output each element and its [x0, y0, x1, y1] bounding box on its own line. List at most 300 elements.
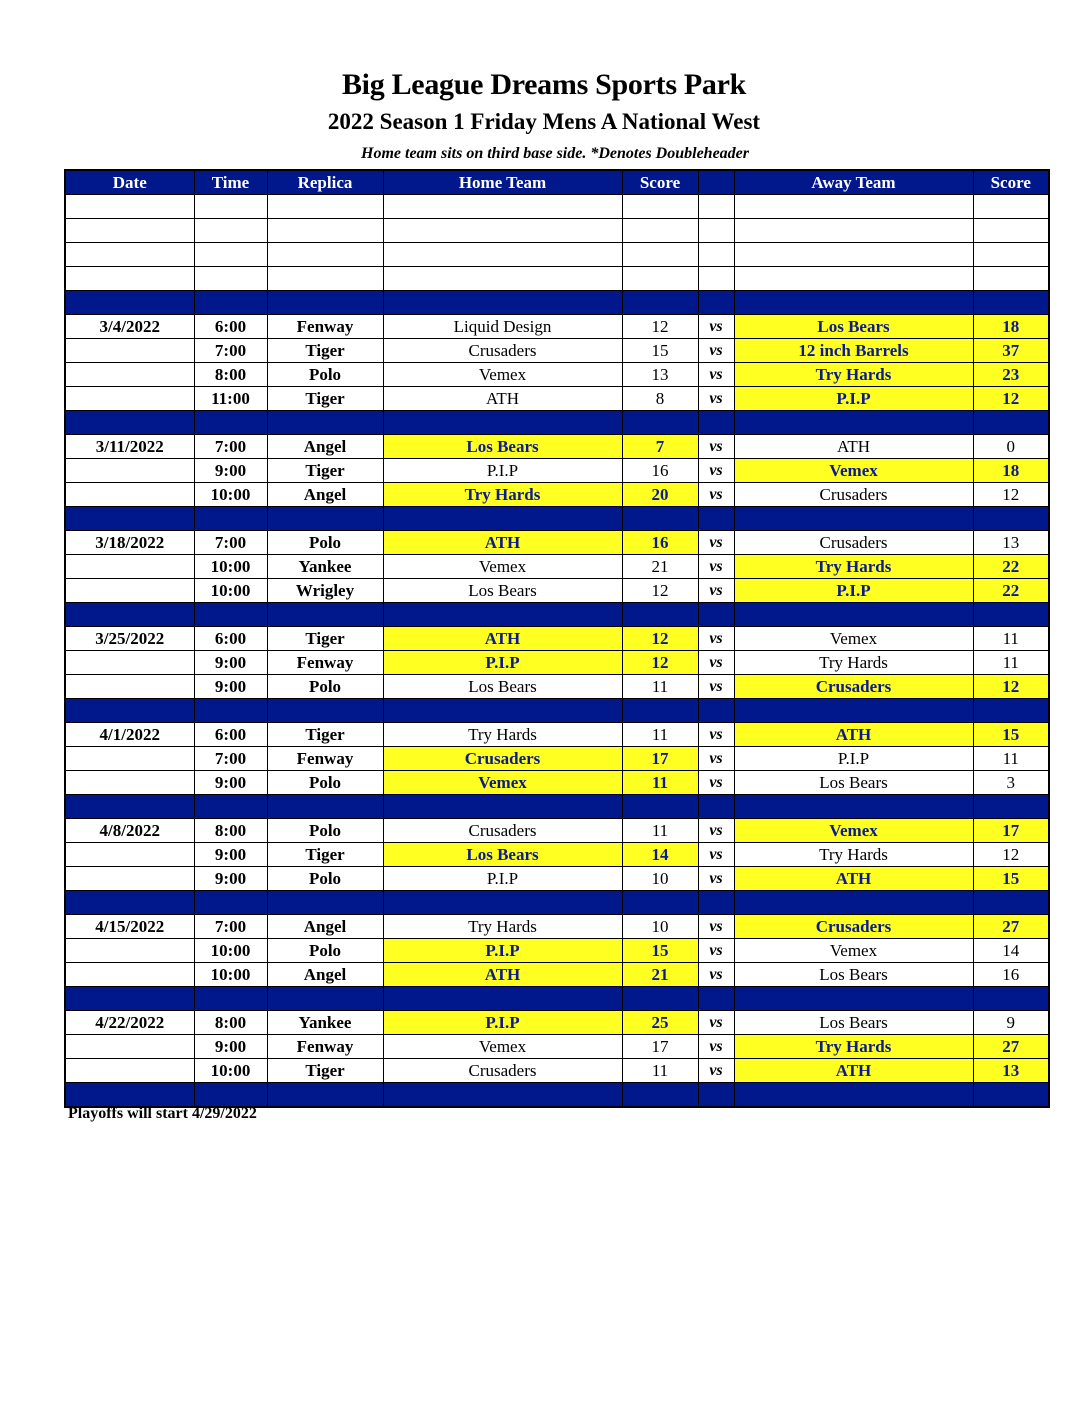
- empty-cell: [622, 795, 698, 819]
- game-replica: Angel: [267, 483, 383, 507]
- home-team: P.I.P: [383, 939, 622, 963]
- game-replica: Yankee: [267, 1011, 383, 1035]
- vs-label: vs: [698, 723, 734, 747]
- separator-row: [65, 603, 1049, 627]
- game-time: 11:00: [194, 387, 267, 411]
- home-team: ATH: [383, 627, 622, 651]
- game-date: 4/15/2022: [65, 915, 194, 939]
- empty-cell: [383, 507, 622, 531]
- page-title: Big League Dreams Sports Park: [341, 68, 747, 101]
- away-score: 22: [973, 579, 1049, 603]
- separator-row: [65, 891, 1049, 915]
- empty-cell: [973, 267, 1049, 291]
- game-date: 4/22/2022: [65, 1011, 194, 1035]
- away-team: Try Hards: [734, 363, 973, 387]
- game-row: [65, 867, 1049, 891]
- home-score: 11: [622, 675, 698, 699]
- away-team: ATH: [734, 723, 973, 747]
- home-team: ATH: [383, 387, 622, 411]
- game-replica: Polo: [267, 363, 383, 387]
- game-date: 4/1/2022: [65, 723, 194, 747]
- empty-cell: [698, 267, 734, 291]
- schedule-table: [64, 169, 1050, 1108]
- game-time: 10:00: [194, 579, 267, 603]
- home-team: Vemex: [383, 555, 622, 579]
- game-replica: Wrigley: [267, 579, 383, 603]
- empty-cell: [622, 699, 698, 723]
- away-score: 12: [973, 843, 1049, 867]
- game-date: [65, 555, 194, 579]
- col-home-score: Score: [622, 170, 698, 195]
- game-time: 8:00: [194, 819, 267, 843]
- away-score: 27: [973, 915, 1049, 939]
- vs-label: vs: [698, 459, 734, 483]
- game-time: 9:00: [194, 843, 267, 867]
- vs-label: vs: [698, 867, 734, 891]
- away-score: 22: [973, 555, 1049, 579]
- game-time: 8:00: [194, 1011, 267, 1035]
- empty-cell: [622, 267, 698, 291]
- empty-cell: [65, 291, 194, 315]
- away-team: P.I.P: [734, 579, 973, 603]
- empty-cell: [622, 411, 698, 435]
- game-time: 9:00: [194, 1035, 267, 1059]
- home-score: 16: [622, 531, 698, 555]
- away-score: 37: [973, 339, 1049, 363]
- empty-cell: [698, 507, 734, 531]
- home-team: P.I.P: [383, 651, 622, 675]
- game-date: [65, 1035, 194, 1059]
- empty-cell: [973, 243, 1049, 267]
- col-vs: [698, 170, 734, 195]
- game-row: [65, 363, 1049, 387]
- separator-row: [65, 411, 1049, 435]
- home-team: Vemex: [383, 771, 622, 795]
- col-replica: Replica: [267, 170, 383, 195]
- empty-cell: [267, 291, 383, 315]
- empty-cell: [194, 699, 267, 723]
- empty-cell: [65, 891, 194, 915]
- game-row: [65, 747, 1049, 771]
- away-score: 23: [973, 363, 1049, 387]
- empty-cell: [65, 795, 194, 819]
- empty-cell: [622, 195, 698, 219]
- empty-cell: [734, 507, 973, 531]
- empty-cell: [734, 411, 973, 435]
- empty-cell: [734, 603, 973, 627]
- vs-label: vs: [698, 963, 734, 987]
- empty-cell: [622, 1083, 698, 1108]
- vs-label: vs: [698, 531, 734, 555]
- home-team: ATH: [383, 963, 622, 987]
- game-replica: Fenway: [267, 747, 383, 771]
- home-team: Crusaders: [383, 819, 622, 843]
- empty-cell: [973, 195, 1049, 219]
- away-score: 27: [973, 1035, 1049, 1059]
- blank-row: [65, 195, 1049, 219]
- home-team: Try Hards: [383, 915, 622, 939]
- away-score: 3: [973, 771, 1049, 795]
- empty-cell: [383, 243, 622, 267]
- home-team: Liquid Design: [383, 315, 622, 339]
- vs-label: vs: [698, 579, 734, 603]
- empty-cell: [973, 219, 1049, 243]
- empty-cell: [267, 507, 383, 531]
- empty-cell: [65, 1083, 194, 1108]
- away-score: 11: [973, 747, 1049, 771]
- home-score: 11: [622, 723, 698, 747]
- empty-cell: [194, 507, 267, 531]
- empty-cell: [698, 219, 734, 243]
- empty-cell: [973, 603, 1049, 627]
- game-replica: Tiger: [267, 1059, 383, 1083]
- header-row: [65, 170, 1049, 195]
- away-team: ATH: [734, 435, 973, 459]
- empty-cell: [267, 219, 383, 243]
- away-score: 0: [973, 435, 1049, 459]
- game-date: [65, 651, 194, 675]
- empty-cell: [698, 1083, 734, 1108]
- away-team: Try Hards: [734, 1035, 973, 1059]
- empty-cell: [267, 411, 383, 435]
- game-replica: Fenway: [267, 315, 383, 339]
- game-date: [65, 459, 194, 483]
- game-replica: Yankee: [267, 555, 383, 579]
- vs-label: vs: [698, 435, 734, 459]
- empty-cell: [973, 987, 1049, 1011]
- separator-row: [65, 699, 1049, 723]
- game-time: 7:00: [194, 435, 267, 459]
- empty-cell: [698, 195, 734, 219]
- empty-cell: [622, 603, 698, 627]
- empty-cell: [383, 219, 622, 243]
- game-replica: Polo: [267, 675, 383, 699]
- game-date: 3/18/2022: [65, 531, 194, 555]
- game-replica: Polo: [267, 531, 383, 555]
- vs-label: vs: [698, 387, 734, 411]
- empty-cell: [194, 987, 267, 1011]
- away-score: 14: [973, 939, 1049, 963]
- home-score: 21: [622, 963, 698, 987]
- game-date: [65, 747, 194, 771]
- empty-cell: [383, 267, 622, 291]
- vs-label: vs: [698, 627, 734, 651]
- home-team: Crusaders: [383, 1059, 622, 1083]
- home-score: 15: [622, 939, 698, 963]
- empty-cell: [267, 987, 383, 1011]
- empty-cell: [194, 411, 267, 435]
- col-home-team: Home Team: [383, 170, 622, 195]
- vs-label: vs: [698, 675, 734, 699]
- away-score: 12: [973, 483, 1049, 507]
- game-time: 9:00: [194, 867, 267, 891]
- game-date: 3/4/2022: [65, 315, 194, 339]
- col-away-team: Away Team: [734, 170, 973, 195]
- home-score: 17: [622, 747, 698, 771]
- empty-cell: [194, 1083, 267, 1108]
- col-away-score: Score: [973, 170, 1049, 195]
- game-time: 7:00: [194, 747, 267, 771]
- empty-cell: [267, 243, 383, 267]
- game-replica: Polo: [267, 819, 383, 843]
- game-row: [65, 339, 1049, 363]
- empty-cell: [383, 795, 622, 819]
- home-score: 7: [622, 435, 698, 459]
- blank-row: [65, 243, 1049, 267]
- away-team: Crusaders: [734, 675, 973, 699]
- vs-label: vs: [698, 651, 734, 675]
- game-time: 7:00: [194, 339, 267, 363]
- empty-cell: [734, 699, 973, 723]
- game-replica: Polo: [267, 939, 383, 963]
- home-team: Los Bears: [383, 675, 622, 699]
- away-score: 11: [973, 651, 1049, 675]
- game-date: [65, 867, 194, 891]
- empty-cell: [734, 219, 973, 243]
- vs-label: vs: [698, 1035, 734, 1059]
- empty-cell: [973, 699, 1049, 723]
- empty-cell: [194, 267, 267, 291]
- empty-cell: [622, 891, 698, 915]
- game-row: [65, 315, 1049, 339]
- col-time: Time: [194, 170, 267, 195]
- empty-cell: [734, 1083, 973, 1108]
- game-row: [65, 675, 1049, 699]
- game-date: [65, 939, 194, 963]
- empty-cell: [973, 291, 1049, 315]
- game-replica: Polo: [267, 771, 383, 795]
- empty-cell: [734, 267, 973, 291]
- empty-cell: [734, 243, 973, 267]
- away-team: Los Bears: [734, 771, 973, 795]
- away-team: Los Bears: [734, 315, 973, 339]
- empty-cell: [973, 795, 1049, 819]
- game-time: 7:00: [194, 915, 267, 939]
- home-score: 15: [622, 339, 698, 363]
- empty-cell: [267, 891, 383, 915]
- away-score: 18: [973, 459, 1049, 483]
- home-team: Try Hards: [383, 483, 622, 507]
- away-score: 12: [973, 387, 1049, 411]
- game-date: [65, 1059, 194, 1083]
- game-replica: Fenway: [267, 1035, 383, 1059]
- game-replica: Tiger: [267, 459, 383, 483]
- empty-cell: [698, 291, 734, 315]
- game-date: [65, 387, 194, 411]
- away-team: P.I.P: [734, 747, 973, 771]
- empty-cell: [698, 603, 734, 627]
- game-replica: Tiger: [267, 627, 383, 651]
- home-team: Los Bears: [383, 435, 622, 459]
- away-score: 12: [973, 675, 1049, 699]
- empty-cell: [734, 195, 973, 219]
- vs-label: vs: [698, 819, 734, 843]
- away-score: 9: [973, 1011, 1049, 1035]
- away-team: ATH: [734, 1059, 973, 1083]
- game-row: [65, 939, 1049, 963]
- empty-cell: [65, 267, 194, 291]
- game-row: [65, 651, 1049, 675]
- home-score: 10: [622, 867, 698, 891]
- empty-cell: [267, 699, 383, 723]
- empty-cell: [698, 411, 734, 435]
- away-score: 18: [973, 315, 1049, 339]
- empty-cell: [194, 243, 267, 267]
- game-time: 6:00: [194, 315, 267, 339]
- empty-cell: [383, 291, 622, 315]
- home-team: Vemex: [383, 363, 622, 387]
- empty-cell: [973, 411, 1049, 435]
- empty-cell: [622, 507, 698, 531]
- home-score: 17: [622, 1035, 698, 1059]
- separator-row: [65, 291, 1049, 315]
- empty-cell: [698, 987, 734, 1011]
- home-team: P.I.P: [383, 459, 622, 483]
- game-row: [65, 531, 1049, 555]
- empty-cell: [383, 1083, 622, 1108]
- away-score: 15: [973, 723, 1049, 747]
- game-row: [65, 1011, 1049, 1035]
- home-team: Try Hards: [383, 723, 622, 747]
- game-replica: Angel: [267, 915, 383, 939]
- away-team: Crusaders: [734, 483, 973, 507]
- vs-label: vs: [698, 747, 734, 771]
- empty-cell: [734, 891, 973, 915]
- home-score: 11: [622, 1059, 698, 1083]
- away-score: 17: [973, 819, 1049, 843]
- away-team: Vemex: [734, 627, 973, 651]
- away-team: Try Hards: [734, 555, 973, 579]
- empty-cell: [973, 891, 1049, 915]
- schedule-body: [65, 195, 1049, 1108]
- game-time: 10:00: [194, 963, 267, 987]
- empty-cell: [698, 243, 734, 267]
- game-time: 9:00: [194, 459, 267, 483]
- home-score: 12: [622, 651, 698, 675]
- away-score: 13: [973, 1059, 1049, 1083]
- away-team: Vemex: [734, 459, 973, 483]
- empty-cell: [622, 243, 698, 267]
- away-score: 13: [973, 531, 1049, 555]
- home-team: ATH: [383, 531, 622, 555]
- empty-cell: [65, 411, 194, 435]
- separator-row: [65, 507, 1049, 531]
- vs-label: vs: [698, 771, 734, 795]
- game-row: [65, 843, 1049, 867]
- separator-row: [65, 987, 1049, 1011]
- game-time: 10:00: [194, 1059, 267, 1083]
- empty-cell: [194, 795, 267, 819]
- game-row: [65, 459, 1049, 483]
- playoffs-note: Playoffs will start 4/29/2022: [68, 1105, 257, 1122]
- away-team: Try Hards: [734, 843, 973, 867]
- schedule-note: Home team sits on third base side. *Denotes Doubleheader: [361, 145, 749, 162]
- home-score: 12: [622, 579, 698, 603]
- vs-label: vs: [698, 939, 734, 963]
- blank-row: [65, 219, 1049, 243]
- home-score: 21: [622, 555, 698, 579]
- game-replica: Polo: [267, 867, 383, 891]
- home-score: 12: [622, 315, 698, 339]
- col-date: Date: [65, 170, 194, 195]
- game-row: [65, 723, 1049, 747]
- away-score: 16: [973, 963, 1049, 987]
- game-date: 4/8/2022: [65, 819, 194, 843]
- game-time: 9:00: [194, 675, 267, 699]
- away-team: Try Hards: [734, 651, 973, 675]
- game-time: 9:00: [194, 651, 267, 675]
- vs-label: vs: [698, 843, 734, 867]
- home-team: P.I.P: [383, 1011, 622, 1035]
- game-date: 3/25/2022: [65, 627, 194, 651]
- empty-cell: [383, 411, 622, 435]
- game-replica: Tiger: [267, 339, 383, 363]
- away-team: 12 inch Barrels: [734, 339, 973, 363]
- page-subtitle: 2022 Season 1 Friday Mens A National West: [327, 109, 761, 134]
- home-team: P.I.P: [383, 867, 622, 891]
- home-score: 12: [622, 627, 698, 651]
- empty-cell: [194, 291, 267, 315]
- away-team: Crusaders: [734, 915, 973, 939]
- game-time: 6:00: [194, 723, 267, 747]
- game-date: 3/11/2022: [65, 435, 194, 459]
- game-row: [65, 555, 1049, 579]
- away-team: ATH: [734, 867, 973, 891]
- game-time: 10:00: [194, 483, 267, 507]
- empty-cell: [65, 219, 194, 243]
- game-replica: Tiger: [267, 723, 383, 747]
- empty-cell: [65, 243, 194, 267]
- home-team: Crusaders: [383, 747, 622, 771]
- game-row: [65, 387, 1049, 411]
- empty-cell: [194, 195, 267, 219]
- vs-label: vs: [698, 1011, 734, 1035]
- away-team: Vemex: [734, 939, 973, 963]
- home-score: 11: [622, 771, 698, 795]
- home-team: Los Bears: [383, 579, 622, 603]
- vs-label: vs: [698, 915, 734, 939]
- empty-cell: [267, 795, 383, 819]
- away-team: Los Bears: [734, 1011, 973, 1035]
- away-team: Vemex: [734, 819, 973, 843]
- game-time: 9:00: [194, 771, 267, 795]
- separator-row: [65, 795, 1049, 819]
- game-time: 10:00: [194, 555, 267, 579]
- empty-cell: [734, 987, 973, 1011]
- game-row: [65, 819, 1049, 843]
- empty-cell: [65, 507, 194, 531]
- game-date: [65, 339, 194, 363]
- away-team: Crusaders: [734, 531, 973, 555]
- home-score: 11: [622, 819, 698, 843]
- empty-cell: [622, 219, 698, 243]
- game-row: [65, 435, 1049, 459]
- home-team: Crusaders: [383, 339, 622, 363]
- vs-label: vs: [698, 363, 734, 387]
- home-score: 20: [622, 483, 698, 507]
- game-replica: Tiger: [267, 843, 383, 867]
- home-score: 10: [622, 915, 698, 939]
- empty-cell: [622, 987, 698, 1011]
- game-time: 6:00: [194, 627, 267, 651]
- empty-cell: [65, 699, 194, 723]
- vs-label: vs: [698, 1059, 734, 1083]
- empty-cell: [734, 291, 973, 315]
- game-replica: Angel: [267, 435, 383, 459]
- empty-cell: [734, 795, 973, 819]
- vs-label: vs: [698, 483, 734, 507]
- empty-cell: [973, 507, 1049, 531]
